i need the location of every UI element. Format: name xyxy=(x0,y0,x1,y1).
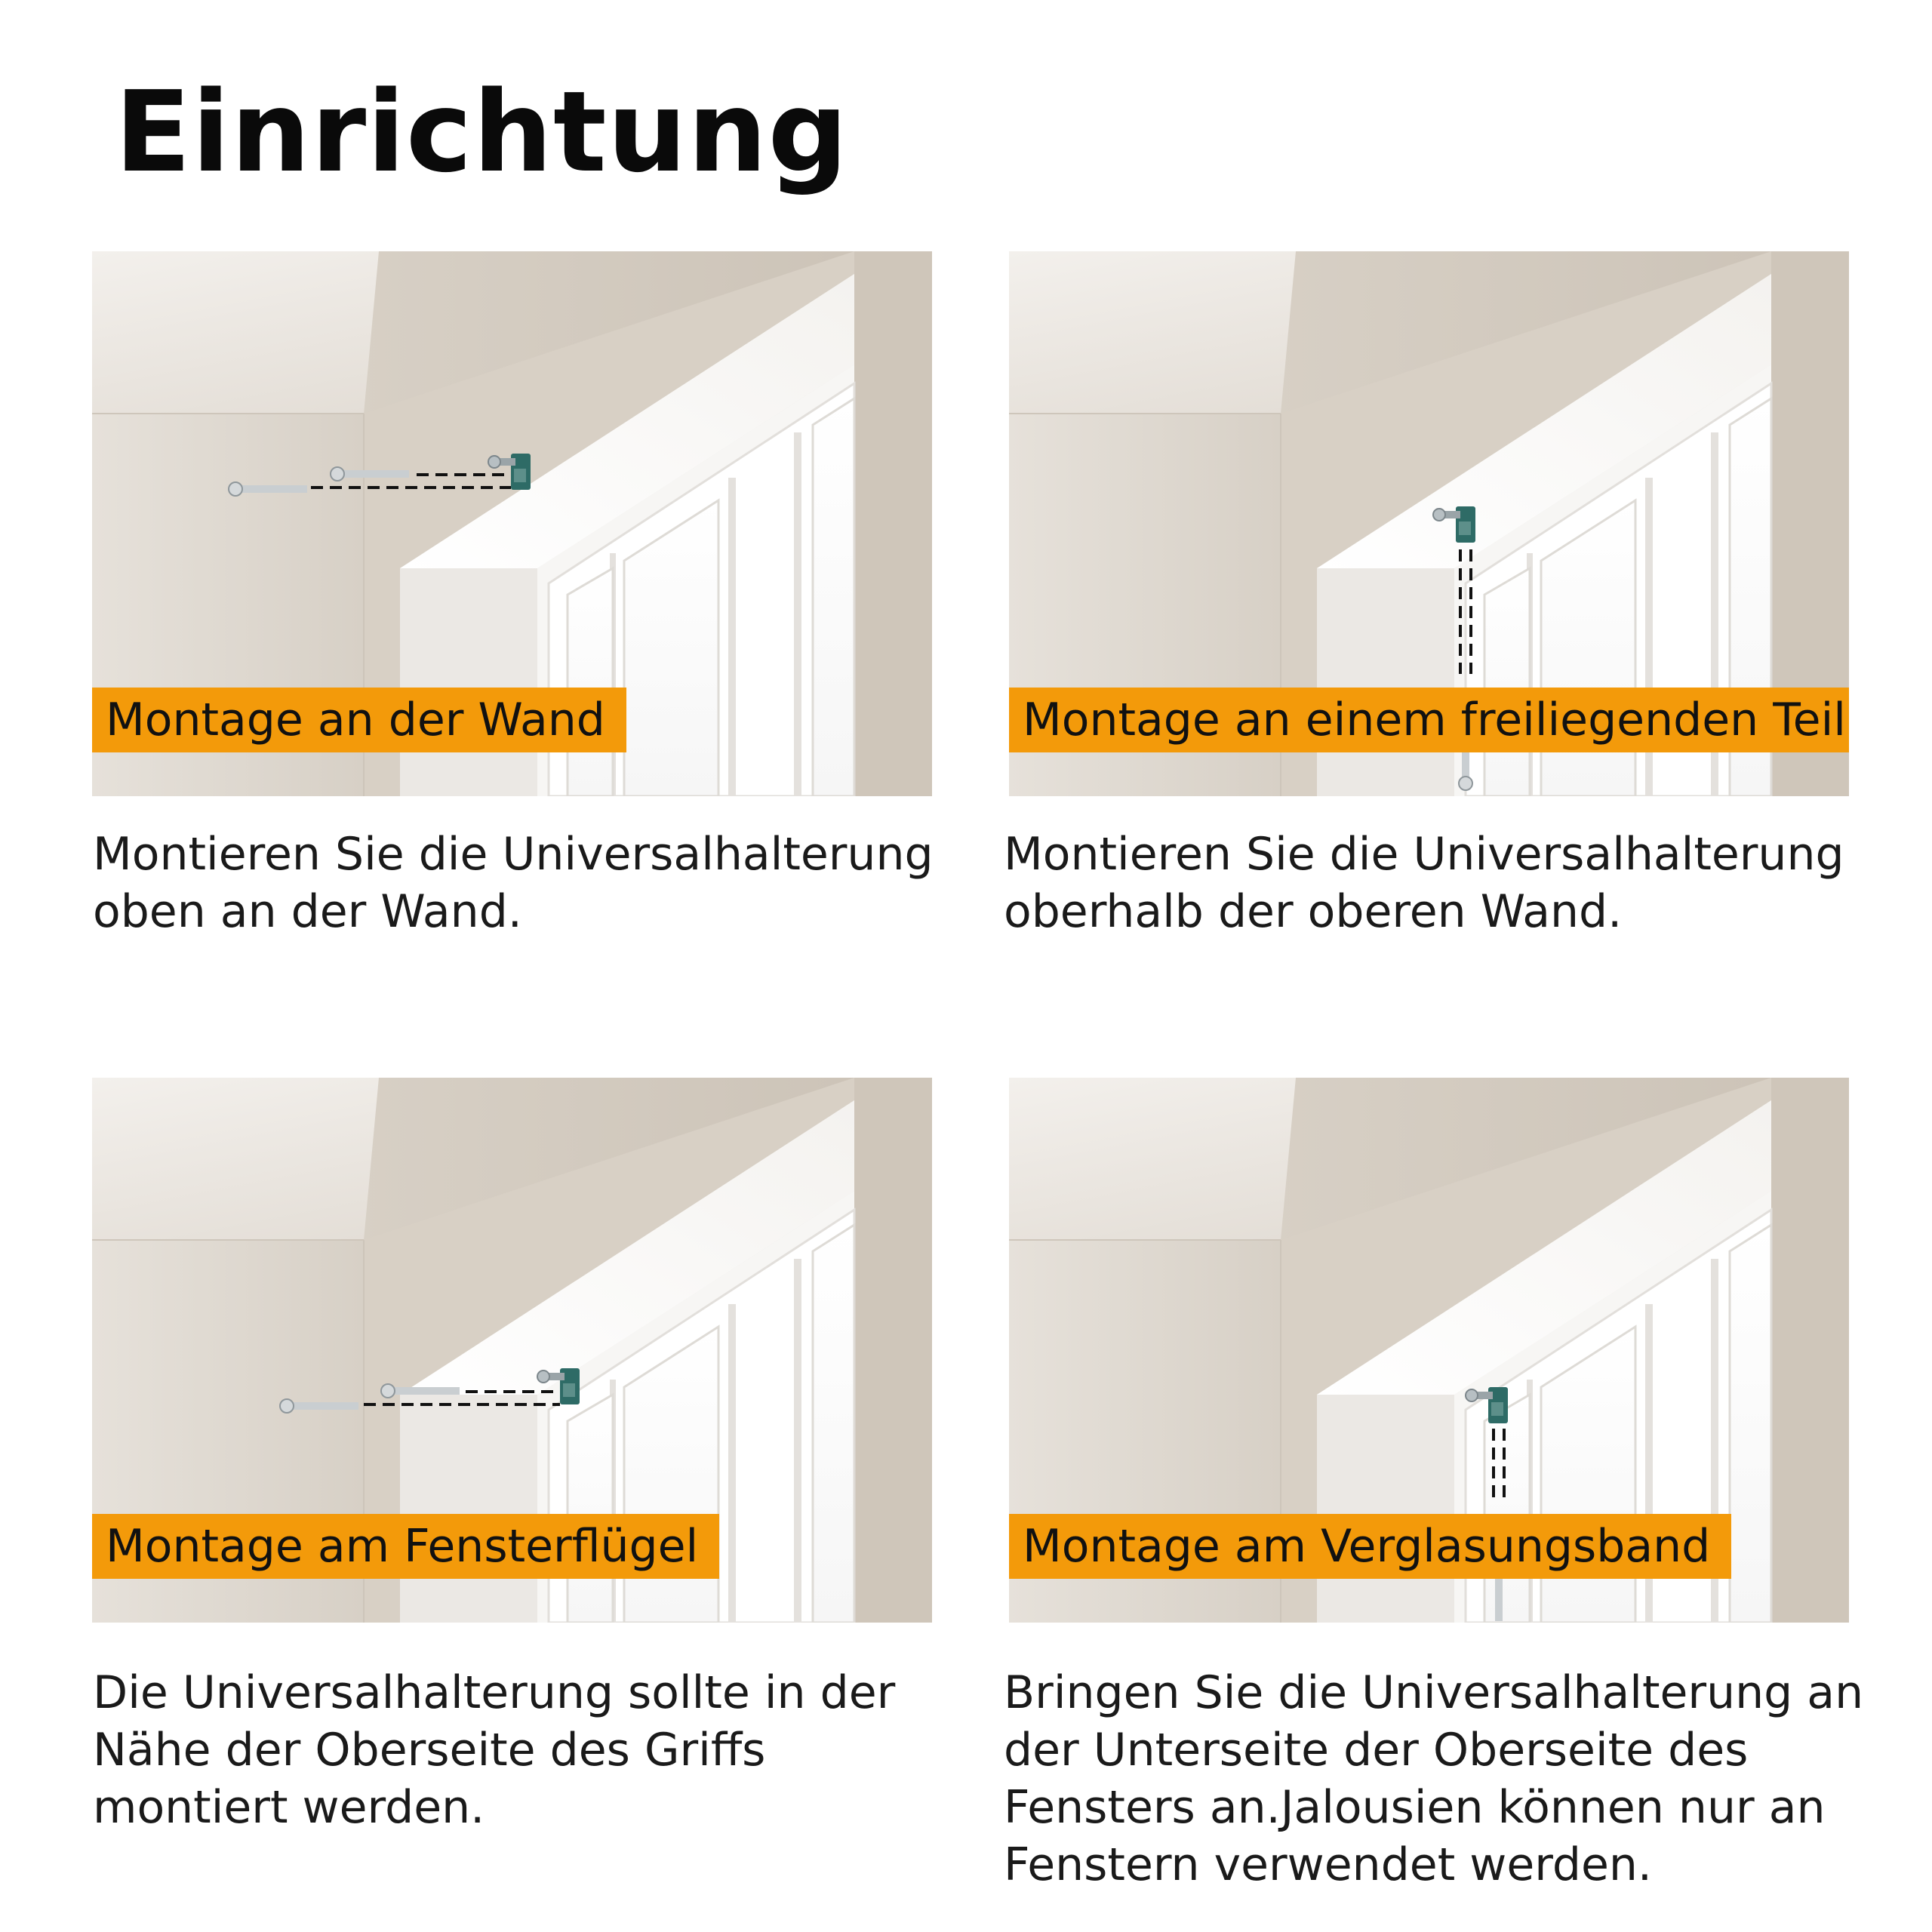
panel-description: Montieren Sie die Universalhalterung oben an der Wand. xyxy=(93,828,934,938)
panel-banner: Montage an einem freiliegenden Teil xyxy=(1009,688,1849,752)
panel-sash-mount xyxy=(92,1078,932,1623)
panel-exposed-part-mount xyxy=(1009,251,1849,796)
panel-description: Bringen Sie die Universalhalterung an der Unterseite der Oberseite des Fensters an.Jalousien können nur an Fenstern verwendet werden. xyxy=(1004,1666,1864,1891)
page-title: Einrichtung xyxy=(115,67,849,197)
panel-description: Die Universalhalterung sollte in der Nähe der Oberseite des Griffs montiert werden. xyxy=(93,1666,896,1834)
panel-banner: Montage an der Wand xyxy=(92,688,626,752)
panel-banner: Montage am Fensterflügel xyxy=(92,1514,719,1579)
panel-description: Montieren Sie die Universalhalterung oberhalb der oberen Wand. xyxy=(1004,828,1844,938)
panel-wall-mount xyxy=(92,251,932,796)
panel-banner: Montage am Verglasungsband xyxy=(1009,1514,1731,1579)
panel-glazing-bead-mount xyxy=(1009,1078,1849,1623)
